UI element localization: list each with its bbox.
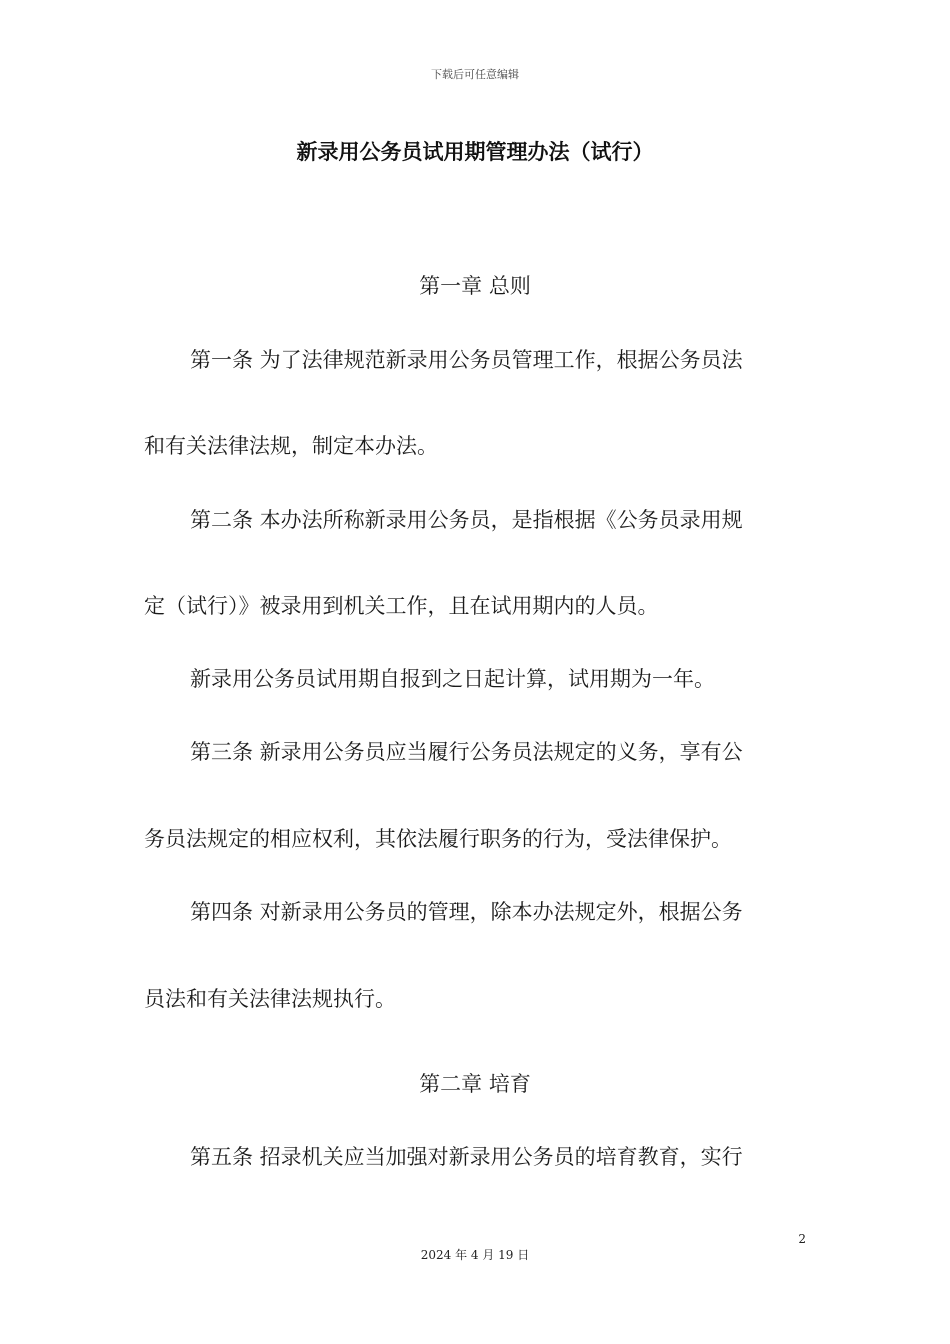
article-3-line-2: 务员法规定的相应权利，其依法履行职务的行为，受法律保护。 <box>144 827 732 851</box>
header-note: 下载后可任意编辑 <box>431 68 519 81</box>
article-5-line-1: 第五条 招录机关应当加强对新录用公务员的培育教育，实行 <box>190 1145 743 1169</box>
footer-date: 2024 年 4 月 19 日 <box>420 1248 530 1262</box>
chapter-2-heading: 第二章 培育 <box>419 1072 531 1096</box>
article-4-line-2: 员法和有关法律法规执行。 <box>144 987 396 1011</box>
article-2-line-1: 第二条 本办法所称新录用公务员，是指根据《公务员录用规 <box>190 508 743 532</box>
article-3-line-1: 第三条 新录用公务员应当履行公务员法规定的义务，享有公 <box>190 740 743 764</box>
article-4-line-1: 第四条 对新录用公务员的管理，除本办法规定外，根据公务 <box>190 900 743 924</box>
article-2-line-2: 定（试行）》被录用到机关工作，且在试用期内的人员。 <box>144 594 659 618</box>
page-number: 2 <box>798 1232 806 1246</box>
chapter-1-heading: 第一章 总则 <box>419 274 531 298</box>
article-2-paragraph-2: 新录用公务员试用期自报到之日起计算，试用期为一年。 <box>190 667 715 691</box>
article-1-line-1: 第一条 为了法律规范新录用公务员管理工作，根据公务员法 <box>190 348 743 372</box>
article-1-line-2: 和有关法律法规，制定本办法。 <box>144 434 438 458</box>
document-title: 新录用公务员试用期管理办法（试行） <box>296 140 654 164</box>
